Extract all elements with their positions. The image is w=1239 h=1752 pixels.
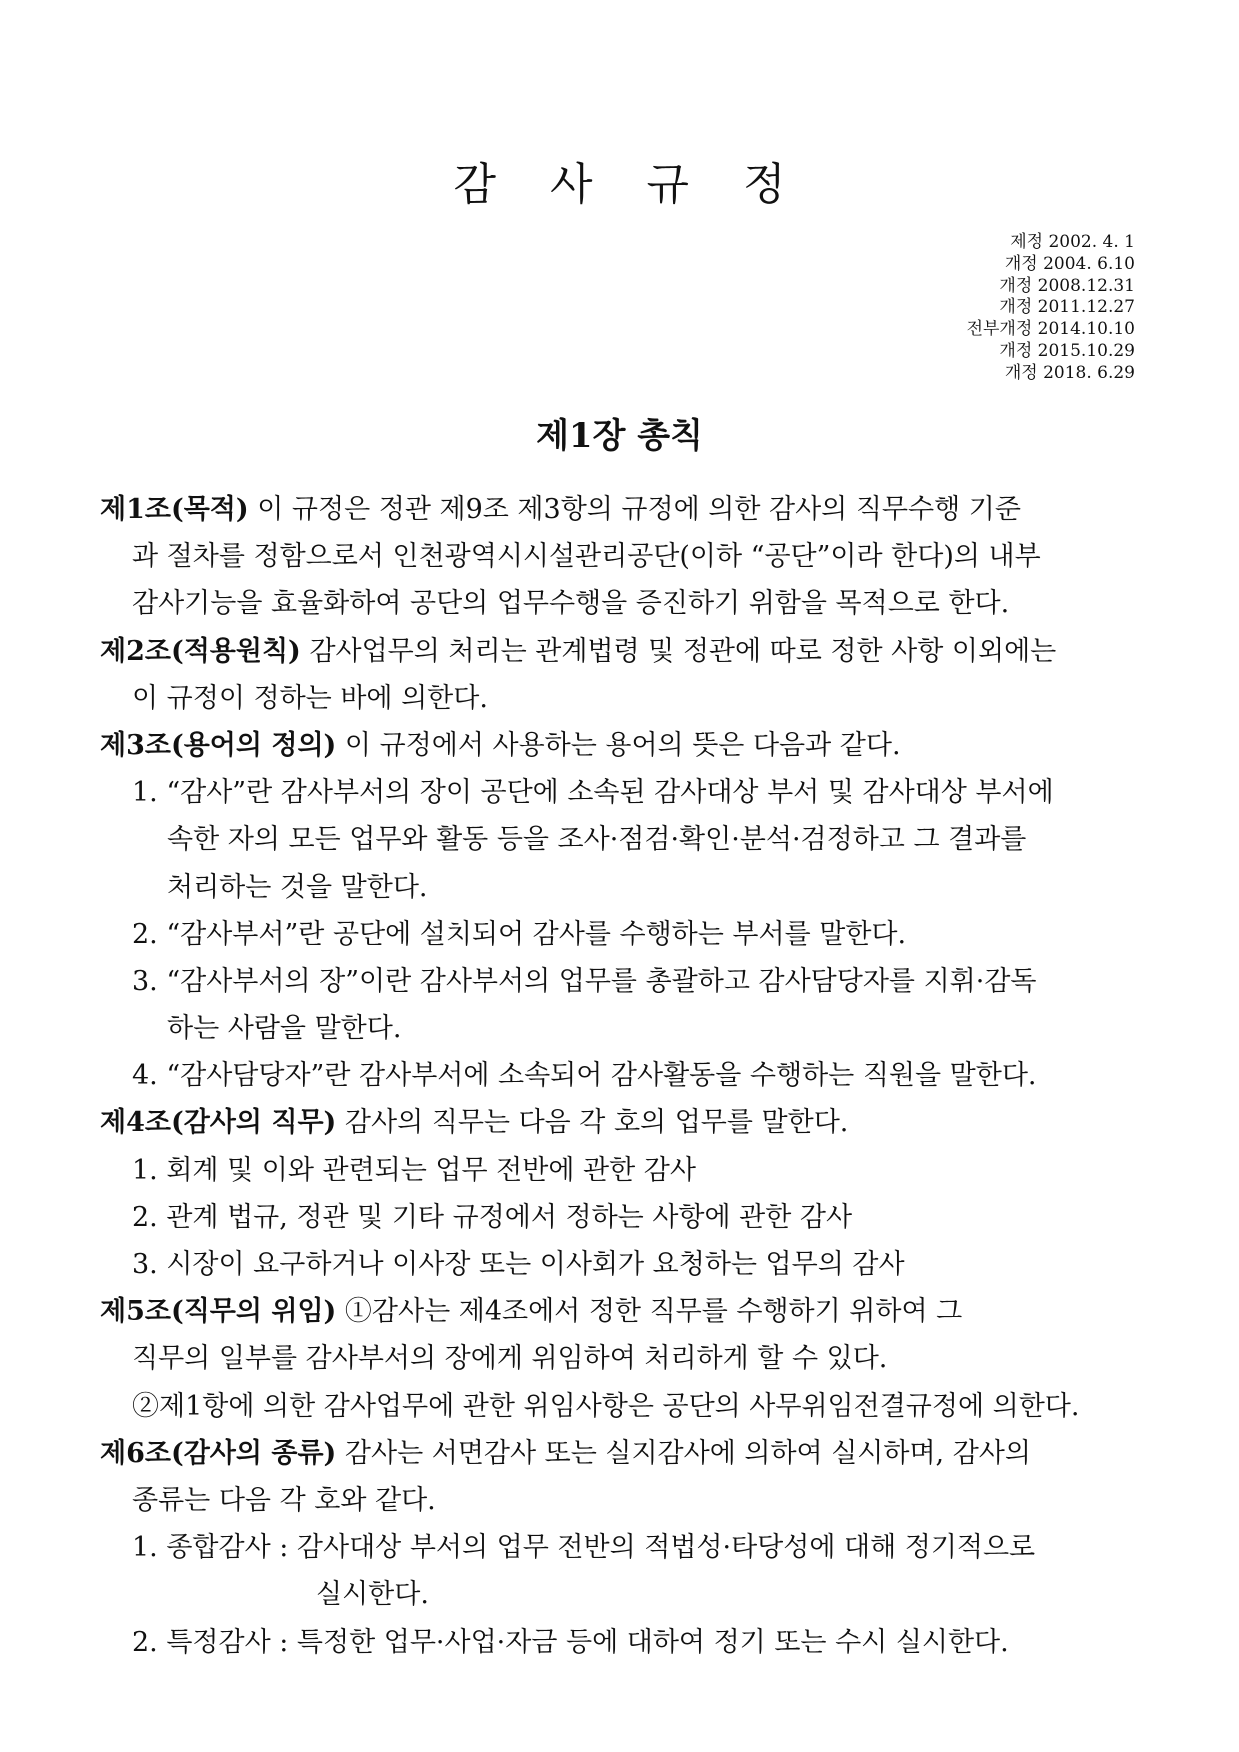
article-heading: 제3조(용어의 정의) xyxy=(100,729,337,761)
list-item: 1. “감사”란 감사부서의 장이 공단에 소속된 감사대상 부서 및 감사대상 부서에 xyxy=(132,777,1054,809)
article-5 xyxy=(100,1288,1140,1335)
list-item: 3. “감사부서의 장”이란 감사부서의 업무를 총괄하고 감사담당자를 지휘·감독 xyxy=(132,965,1037,997)
list-item-continuation: 처리하는 것을 말한다. xyxy=(167,871,428,903)
chapter-heading: 제1장 총칙 xyxy=(536,416,703,456)
list-item-continuation: 실시한다. xyxy=(316,1579,429,1611)
article-heading: 제2조(적용원칙) xyxy=(100,635,301,667)
article-6 xyxy=(100,1430,1140,1477)
list-item-continuation: 속한 자의 모든 업무와 활동 등을 조사·점검·확인·분석·검정하고 그 결과를 xyxy=(167,824,1027,856)
list-item: 2. 특정감사 : 특정한 업무·사업·자금 등에 대하여 정기 또는 수시 실시한다. xyxy=(132,1626,1009,1658)
list-item: 4. “감사담당자”란 감사부서에 소속되어 감사활동을 수행하는 직원을 말한다. xyxy=(132,1060,1037,1092)
article-text-line: 감사기능을 효율화하여 공단의 업무수행을 증진하기 위함을 목적으로 한다. xyxy=(132,588,1010,620)
article-2 xyxy=(100,628,1140,675)
list-item: 2. 관계 법규, 정관 및 기타 규정에서 정하는 사항에 관한 감사 xyxy=(132,1201,853,1233)
article-heading: 제6조(감사의 종류) xyxy=(100,1437,337,1469)
document-body xyxy=(100,486,1140,1666)
article-text-line: ②제1항에 의한 감사업무에 관한 위임사항은 공단의 사무위임전결규정에 의한다. xyxy=(132,1390,1080,1422)
revision-history xyxy=(967,232,1135,385)
revision-entry: 개정 2015.10.29 xyxy=(999,340,1135,361)
article-heading: 제4조(감사의 직무) xyxy=(100,1107,337,1139)
revision-entry: 개정 2018. 6.29 xyxy=(1004,362,1135,383)
article-text: 이 규정은 정관 제9조 제3항의 규정에 의한 감사의 직무수행 기준 xyxy=(257,494,1021,525)
revision-entry: 개정 2004. 6.10 xyxy=(1004,253,1135,274)
article-text: 감사업무의 처리는 관계법령 및 정관에 따로 정한 사항 이외에는 xyxy=(309,635,1057,667)
list-item: 2. “감사부서”란 공단에 설치되어 감사를 수행하는 부서를 말한다. xyxy=(132,918,907,950)
article-text: 이 규정에서 사용하는 용어의 뜻은 다음과 같다. xyxy=(344,729,901,761)
article-heading: 제5조(직무의 위임) xyxy=(100,1296,337,1328)
revision-entry: 개정 2008.12.31 xyxy=(999,275,1135,296)
article-text-line: 직무의 일부를 감사부서의 장에게 위임하여 처리하게 할 수 있다. xyxy=(132,1343,888,1375)
revision-entry: 전부개정 2014.10.10 xyxy=(966,319,1135,340)
document-title: 감 사 규 정 xyxy=(453,159,786,210)
list-item-continuation: 하는 사람을 말한다. xyxy=(167,1013,402,1045)
article-text: 감사의 직무는 다음 각 호의 업무를 말한다. xyxy=(344,1107,849,1139)
list-item: 1. 회계 및 이와 관련되는 업무 전반에 관한 감사 xyxy=(132,1154,696,1186)
article-text: 감사는 서면감사 또는 실지감사에 의하여 실시하며, 감사의 xyxy=(344,1437,1031,1469)
article-1 xyxy=(100,486,1140,533)
list-item: 3. 시장이 요구하거나 이사장 또는 이사회가 요청하는 업무의 감사 xyxy=(132,1249,905,1280)
article-text-line: 이 규정이 정하는 바에 의한다. xyxy=(132,682,488,714)
article-text: ①감사는 제4조에서 정한 직무를 수행하기 위하여 그 xyxy=(344,1296,963,1328)
revision-entry: 개정 2011.12.27 xyxy=(999,297,1135,318)
revision-entry: 제정 2002. 4. 1 xyxy=(1010,232,1135,252)
article-3 xyxy=(100,722,1140,769)
article-text-line: 종류는 다음 각 호와 같다. xyxy=(132,1484,436,1516)
list-item: 1. 종합감사 : 감사대상 부서의 업무 전반의 적법성·타당성에 대해 정기적으로 xyxy=(132,1532,1036,1564)
article-text-line: 과 절차를 정함으로서 인천광역시시설관리공단(이하 “공단”이라 한다)의 내부 xyxy=(132,541,1041,573)
article-4 xyxy=(100,1099,1140,1146)
article-heading: 제1조(목적) xyxy=(100,494,249,525)
